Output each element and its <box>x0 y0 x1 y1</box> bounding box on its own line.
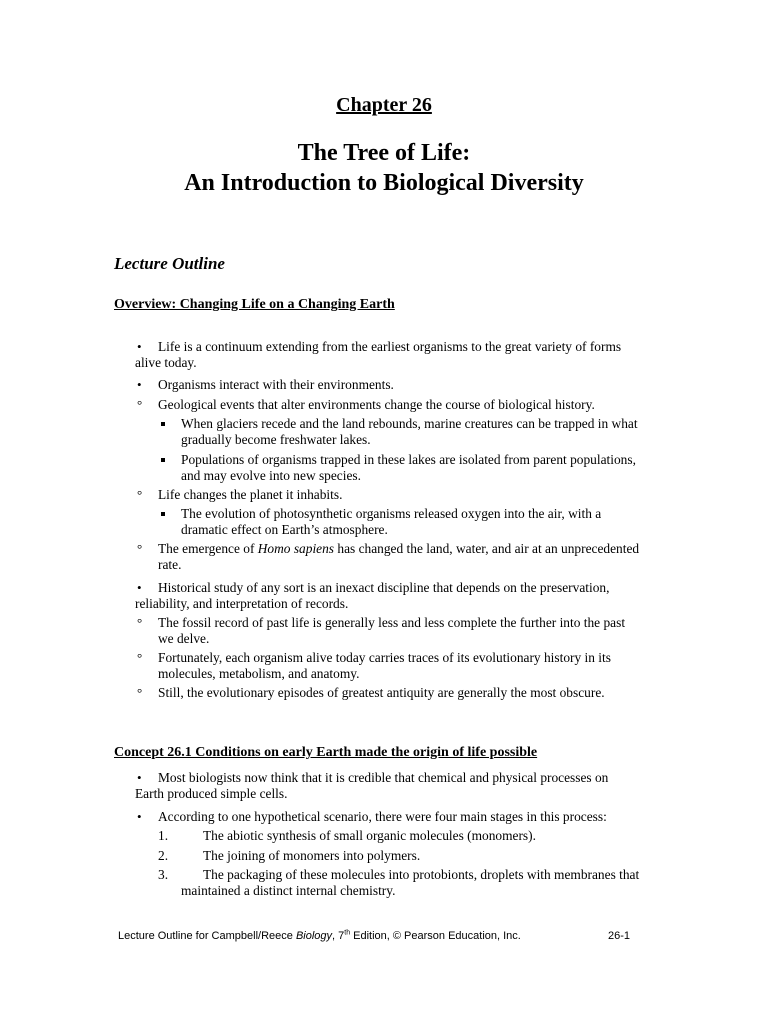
overview-sub-5-line-2: molecules, metabolism, and anatomy. <box>158 666 360 681</box>
bullet-marker: • <box>137 580 142 595</box>
title-line-2: An Introduction to Biological Diversity <box>184 170 584 196</box>
overview-sub-4-line-1: The fossil record of past life is generally less and less complete the further into the past <box>158 615 626 630</box>
overview-heading: Overview: Changing Life on a Changing Earth <box>114 297 395 312</box>
circle-marker: ° <box>137 487 143 502</box>
title-line-1: The Tree of Life: <box>297 140 471 166</box>
overview-subsub-1-line-2: gradually become freshwater lakes. <box>181 432 371 447</box>
circle-marker: ° <box>137 615 143 630</box>
overview-subsub-3-line-2: dramatic effect on Earth’s atmosphere. <box>181 522 388 537</box>
bullet-marker: • <box>137 339 142 354</box>
square-bullet-icon <box>161 422 165 426</box>
chapter-title <box>0 138 768 198</box>
overview-bullet-2: Organisms interact with their environments. <box>158 377 394 392</box>
stage-3-text-line-1: The packaging of these molecules into protobionts, droplets with membranes that <box>203 867 640 882</box>
overview-bullet-1-line-2: alive today. <box>135 355 197 370</box>
bullet-marker: • <box>137 770 142 785</box>
overview-bullet-1-line-1: Life is a continuum extending from the earliest organisms to the great variety of forms <box>158 339 622 354</box>
overview-subsub-3-line-1: The evolution of photosynthetic organisms released oxygen into the air, with a <box>181 506 602 521</box>
stage-3-text-line-2: maintained a distinct internal chemistry. <box>181 883 396 898</box>
overview-subsub-1-line-1: When glaciers recede and the land rebounds, marine creatures can be trapped in what <box>181 416 638 431</box>
overview-subsub-2-line-2: and may evolve into new species. <box>181 468 361 483</box>
overview-sub-6: Still, the evolutionary episodes of greatest antiquity are generally the most obscure. <box>158 685 605 700</box>
concept-bullet-1-line-1: Most biologists now think that it is credible that chemical and physical processes on <box>158 770 609 785</box>
stage-1-text: The abiotic synthesis of small organic molecules (monomers). <box>203 828 536 843</box>
page-number: 26-1 <box>608 930 631 942</box>
stage-2-text: The joining of monomers into polymers. <box>203 848 421 863</box>
footer-citation: Lecture Outline for Campbell/Reece Biology, 7th Edition, © Pearson Education, Inc. <box>118 929 521 942</box>
circle-marker: ° <box>137 541 143 556</box>
circle-marker: ° <box>137 685 143 700</box>
bullet-marker: • <box>137 809 142 824</box>
bullet-marker: • <box>137 377 142 392</box>
page-footer <box>118 930 658 942</box>
species-name: Homo sapiens <box>257 541 335 556</box>
overview-sub-3-line-2: rate. <box>158 557 182 572</box>
square-bullet-icon <box>161 458 165 462</box>
overview-bullet-3-line-2: reliability, and interpretation of records. <box>135 596 349 611</box>
overview-sub-4-line-2: we delve. <box>158 631 210 646</box>
overview-bullet-3-line-1: Historical study of any sort is an inexact discipline that depends on the preservation, <box>158 580 610 595</box>
stage-number-3: 3. <box>158 867 169 882</box>
overview-sub-2: Life changes the planet it inhabits. <box>158 487 343 502</box>
stage-number-1: 1. <box>158 828 169 843</box>
lecture-outline-heading: Lecture Outline <box>114 254 225 273</box>
overview-sub-1: Geological events that alter environments change the course of biological history. <box>158 397 595 412</box>
overview-subsub-2-line-1: Populations of organisms trapped in these lakes are isolated from parent populations, <box>181 452 636 467</box>
concept-bullet-2: According to one hypothetical scenario, there were four main stages in this process: <box>158 809 607 824</box>
circle-marker: ° <box>137 397 143 412</box>
square-bullet-icon <box>161 512 165 516</box>
chapter-heading: Chapter 26 <box>336 94 432 116</box>
overview-sub-5-line-1: Fortunately, each organism alive today carries traces of its evolutionary history in its <box>158 650 611 665</box>
concept-bullet-1-line-2: Earth produced simple cells. <box>135 786 288 801</box>
stage-number-2: 2. <box>158 848 169 863</box>
circle-marker: ° <box>137 650 143 665</box>
concept-heading: Concept 26.1 Conditions on early Earth made the origin of life possible <box>114 745 538 760</box>
overview-sub-3-line-1: The emergence of Homo sapiens has changed the land, water, and air at an unprecedented <box>158 541 640 556</box>
